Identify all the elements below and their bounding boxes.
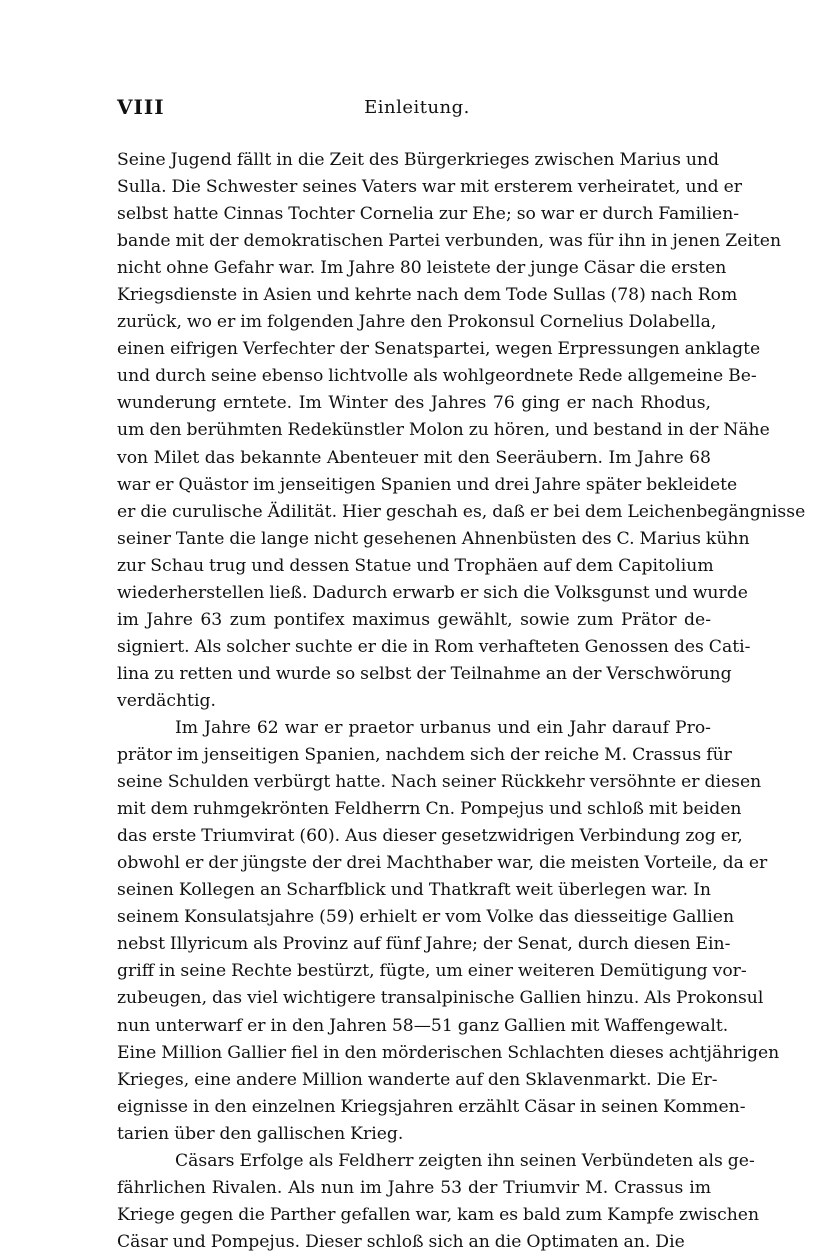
text-line: und durch seine ebenso lichtvolle als wohlgeordnete Rede allgemeine Be- xyxy=(117,366,757,387)
running-head: Einleitung. xyxy=(364,97,470,118)
text-line: fährlichen Rivalen. Als nun im Jahre 53 der Triumvir M. Crassus im xyxy=(117,1177,711,1198)
paragraph xyxy=(117,147,806,715)
text-line: nebst Illyricum als Provinz auf fünf Jahre; der Senat, durch diesen Ein- xyxy=(117,934,731,955)
text-line: war er Quästor im jenseitigen Spanien und drei Jahre später bekleidete xyxy=(117,474,738,495)
text-line: zurück, wo er im folgenden Jahre den Prokonsul Cornelius Dolabella, xyxy=(117,312,717,333)
text-line: Sulla. Die Schwester seines Vaters war mit ersterem verheiratet, und er xyxy=(117,177,742,198)
text-line: einen eifrigen Verfechter der Senatspartei, wegen Erpressungen anklagte xyxy=(117,339,761,360)
text-line: Cäsars Erfolge als Feldherr zeigten ihn seinen Verbündeten als ge- xyxy=(175,1150,755,1171)
text-line: Kriegsdienste in Asien und kehrte nach dem Tode Sullas (78) nach Rom xyxy=(117,285,738,306)
text-line: nun unterwarf er in den Jahren 58—51 ganz Gallien mit Waffengewalt. xyxy=(117,1015,729,1036)
text-line: Krieges, eine andere Million wanderte auf den Sklavenmarkt. Die Er- xyxy=(117,1069,718,1090)
text-line: Eine Million Gallier fiel in den mörderischen Schlachten dieses achtjährigen xyxy=(117,1042,780,1063)
body-text xyxy=(117,147,806,1256)
text-line: Kriege gegen die Parther gefallen war, kam es bald zum Kampfe zwischen xyxy=(117,1204,760,1225)
text-line: obwohl er der jüngste der drei Machthaber war, die meisten Vorteile, da er xyxy=(117,853,768,874)
text-line: zubeugen, das viel wichtigere transalpinische Gallien hinzu. Als Prokonsul xyxy=(117,988,764,1009)
text-line: griff in seine Rechte bestürzt, fügte, um einer weiteren Demütigung vor- xyxy=(117,961,747,982)
text-line: seine Schulden verbürgt hatte. Nach seiner Rückkehr versöhnte er diesen xyxy=(117,772,762,793)
text-line: seinem Konsulatsjahre (59) erhielt er vom Volke das diesseitige Gallien xyxy=(117,907,735,928)
text-line: um den berühmten Redekünstler Molon zu hören, und bestand in der Nähe xyxy=(117,420,770,441)
text-line: er die curulische Ädilität. Hier geschah es, daß er bei dem Leichenbegängnisse xyxy=(117,501,806,522)
page-header xyxy=(117,93,711,123)
text-line: signiert. Als solcher suchte er die in Rom verhafteten Genossen des Cati- xyxy=(117,636,751,657)
text-line: verdächtig. xyxy=(117,690,216,711)
text-line: eignisse in den einzelnen Kriegsjahren erzählt Cäsar in seinen Kommen- xyxy=(117,1096,746,1117)
text-line: Seine Jugend fällt in die Zeit des Bürgerkrieges zwischen Marius und xyxy=(117,150,719,170)
text-line: nicht ohne Gefahr war. Im Jahre 80 leistete der junge Cäsar die ersten xyxy=(117,258,727,279)
text-line: wunderung erntete. Im Winter des Jahres 76 ging er nach Rhodus, xyxy=(117,393,711,414)
text-line: von Milet das bekannte Abenteuer mit den Seeräubern. Im Jahre 68 xyxy=(117,447,711,468)
text-line: selbst hatte Cinnas Tochter Cornelia zur Ehe; so war er durch Familien- xyxy=(117,204,740,225)
text-line: im Jahre 63 zum pontifex maximus gewählt, sowie zum Prätor de- xyxy=(117,609,711,630)
text-line: bande mit der demokratischen Partei verbunden, was für ihn in jenen Zeiten xyxy=(117,231,782,252)
paragraph xyxy=(117,715,780,1148)
text-line: mit dem ruhmgekrönten Feldherrn Cn. Pompejus und schloß mit beiden xyxy=(117,799,742,820)
paragraph xyxy=(117,1148,760,1256)
page-number: VIII xyxy=(117,95,165,119)
text-line: wiederherstellen ließ. Dadurch erwarb er sich die Volksgunst und wurde xyxy=(117,582,748,603)
text-line: Im Jahre 62 war er praetor urbanus und ein Jahr darauf Pro- xyxy=(175,717,711,738)
text-line: das erste Triumvirat (60). Aus dieser gesetzwidrigen Verbindung zog er, xyxy=(117,826,743,847)
text-line: lina zu retten und wurde so selbst der Teilnahme an der Verschwörung xyxy=(117,663,732,684)
text-line: seinen Kollegen an Scharfblick und Thatkraft weit überlegen war. In xyxy=(117,880,711,901)
text-line: Cäsar und Pompejus. Dieser schloß sich an die Optimaten an. Die xyxy=(117,1231,685,1252)
text-line: prätor im jenseitigen Spanien, nachdem sich der reiche M. Crassus für xyxy=(117,745,732,766)
text-line: seiner Tante die lange nicht gesehenen Ahnenbüsten des C. Marius kühn xyxy=(117,528,750,549)
text-line: tarien über den gallischen Krieg. xyxy=(117,1123,404,1144)
text-line: zur Schau trug und dessen Statue und Trophäen auf dem Capitolium xyxy=(117,555,714,576)
